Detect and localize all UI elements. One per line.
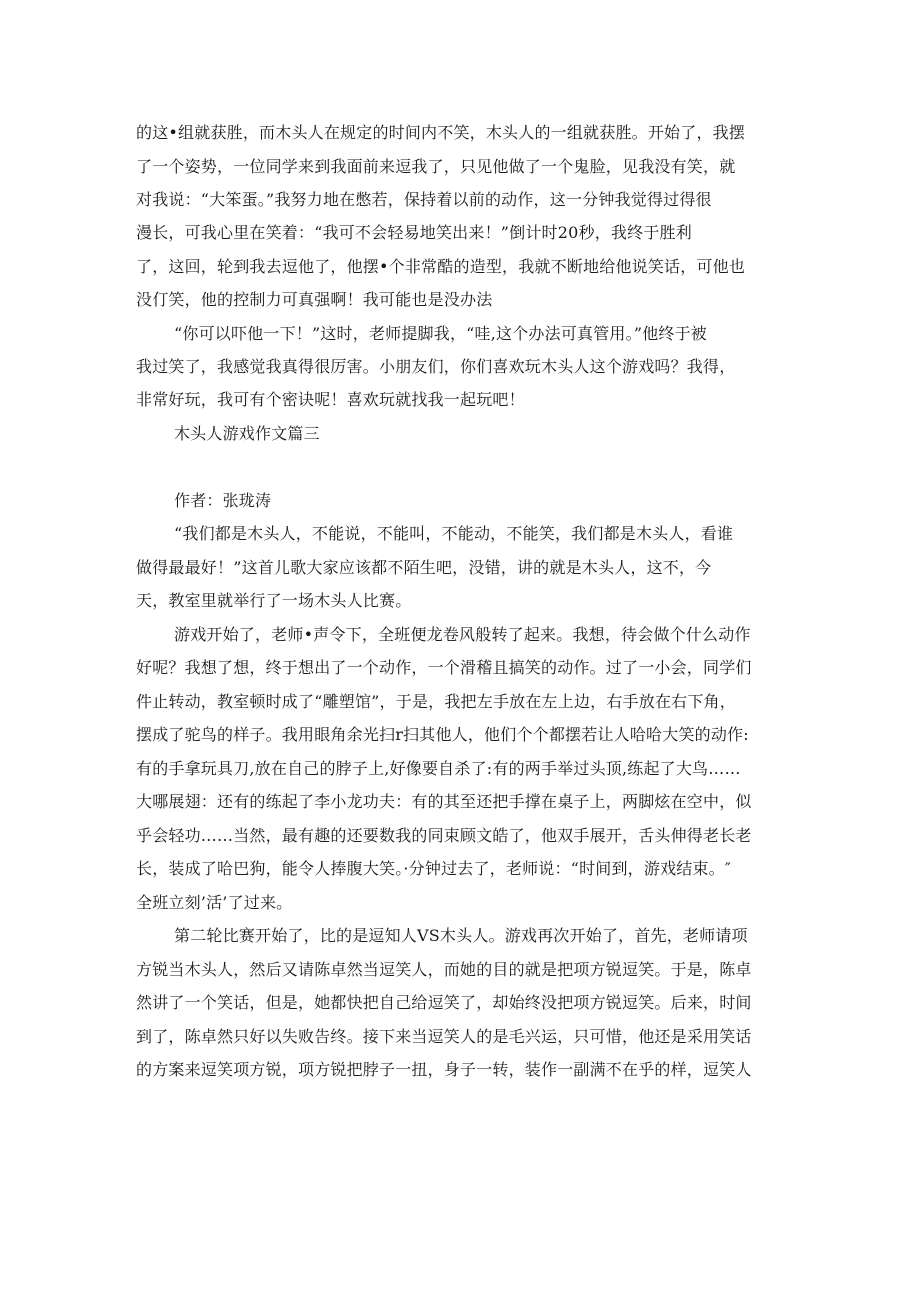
text-line: 的方案来逗笑项方锐，项方锐把脖子一扭，身子一转，装作一副满不在乎的样，逗笑人 — [136, 1060, 752, 1079]
text-line: 全班立刻’活’了过来。 — [136, 893, 293, 912]
text-line: 了一个姿势，一位同学来到我面前来逗我了，只见他做了一个鬼脸，见我没有笑，就 — [136, 157, 736, 176]
text-line: 到了，陈卓然只好以失败告终。接下来当逗笑人的是毛兴运，只可惜，他还是采用笑话 — [136, 1027, 752, 1046]
text-line: 件止转动，教室顿时成了“雕塑馆”，于是，我把左手放在左上边，右手放在右下角， — [136, 692, 736, 711]
text-line: 长，装成了哈巴狗，能令人捧腹大笑。·分钟过去了，老师说：“时间到，游戏结束。″ — [136, 859, 732, 878]
text-line: 摆成了驼鸟的样子。我用眼角余光扫r扫其他人，他们个个都摆若让人哈哈大笑的动作: — [136, 725, 749, 744]
text-line: 乎会轻功……当然，最有趣的还要数我的同束顾文皓了，他双手展开，舌头伸得老长老 — [136, 826, 752, 845]
text-line: 第二轮比赛开始了，比的是逗知人VS木头人。游戏再次开始了，首先，老师请项 — [174, 926, 748, 945]
text-line: 大哪展翅：还有的练起了李小龙功夫：有的其至还把手撑在桌子上，两脚炫在空中，似 — [136, 792, 752, 811]
author-line: 作者：张珑涛 — [174, 491, 272, 510]
text-line: 游戏开始了，老师•声令下，全班便龙卷风般转了起来。我想，待会做个什么动作 — [174, 625, 751, 644]
text-line: 有的手拿玩具刀,放在自己的脖子上,好像要自杀了:有的两手举过头顶,练起了大鸟…… — [136, 759, 741, 778]
text-line: 好呢？我想了想，终于想出了一个动作，一个滑稽且搞笑的动作。过了一小会，同学们 — [136, 658, 752, 677]
text-line: 了，这回，轮到我去逗他了，他摆•个非常酷的造型，我就不断地给他说笑话，可他也 — [136, 257, 746, 276]
text-line: 我过笑了，我感觉我真得很厉害。小朋友们，你们喜欢玩木头人这个游戏吗？我得， — [136, 357, 736, 376]
text-line: 漫长，可我心里在笑着：“我可不会轻易地笑出来！”倒计时20秒，我终于胜利 — [136, 223, 692, 242]
text-line: 对我说：“大笨蛋。”我努力地在憋若，保持着以前的动作，这一分钟我觉得过得很 — [136, 190, 712, 209]
text-line: 天，教室里就举行了一场木头人比赛。 — [136, 591, 412, 610]
text-line: “我们都是木头人，不能说，不能叫，不能动，不能笑，我们都是木头人，看谁 — [174, 524, 734, 543]
text-line: 非常好玩，我可有个密诀呢！喜欢玩就找我一起玩吧！ — [136, 390, 525, 409]
text-line: 然讲了一个笑话，但是，她都快把自己给逗笑了，却始终没把项方锐逗笑。后来，时间 — [136, 993, 752, 1012]
text-line: 方锐当木头人，然后又请陈卓然当逗笑人，而她的目的就是把项方锐逗笑。于是，陈卓 — [136, 960, 752, 979]
text-line: 做得最最好！”这首儿歌大家应该都不陌生吧，没错，讲的就是木头人，这不，今 — [136, 558, 712, 577]
section-heading: 木头人游戏作文篇三 — [174, 424, 320, 443]
text-line: 没仃笑，他的控制力可真强啊！我可能也是没办法 — [136, 290, 493, 309]
text-line: 的这•组就获胜，而木头人在规定的时间内不笑，木头人的一组就获胜。开始了，我摆 — [136, 123, 746, 142]
text-line: “你可以吓他一下！”这时，老师提脚我，“哇,这个办法可真管用。”他终于被 — [174, 324, 708, 343]
